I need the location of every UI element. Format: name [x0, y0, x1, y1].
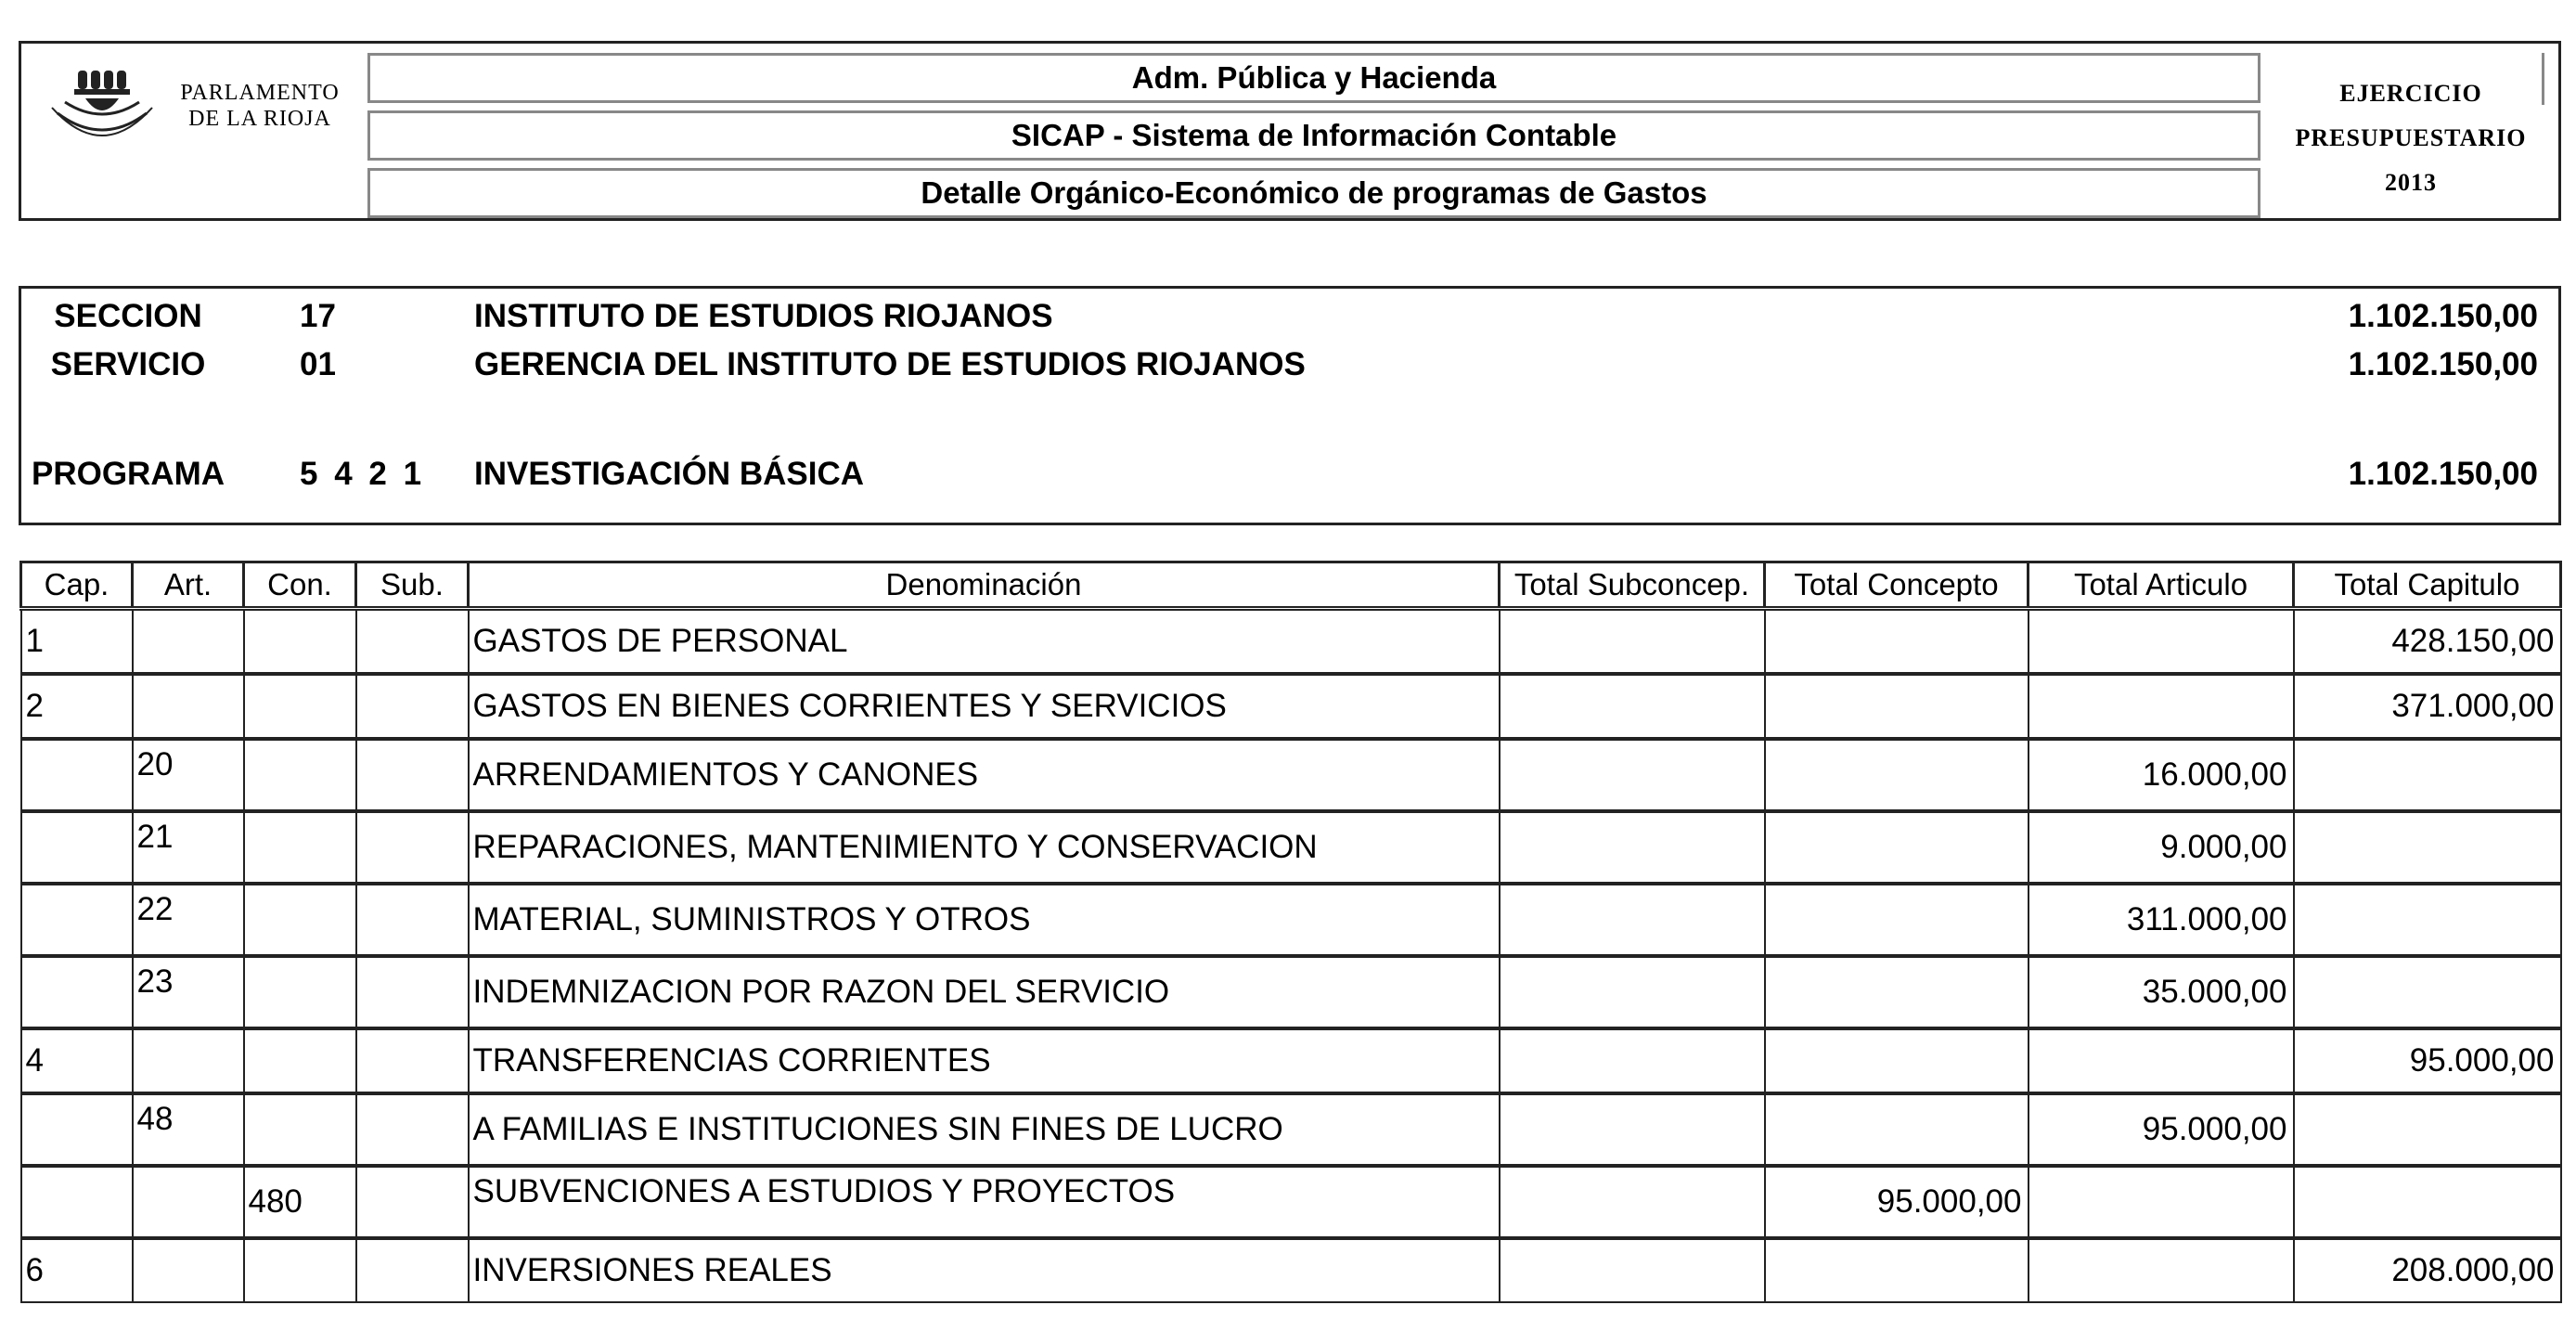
cell-cap: [21, 1093, 133, 1166]
ejercicio-block: [2272, 71, 2550, 205]
cell-total-subconcepto: [1500, 1093, 1765, 1166]
col-header-total-concepto: Total Concepto: [1765, 562, 2029, 609]
cell-total-articulo: [2029, 674, 2294, 739]
cell-sub: [356, 739, 469, 811]
cell-cap: [21, 884, 133, 956]
table-row: [21, 1093, 2561, 1166]
cell-sub: [356, 609, 469, 675]
cell-con: [244, 1028, 356, 1093]
cell-total-concepto: [1765, 674, 2029, 739]
cell-total-subconcepto: [1500, 1028, 1765, 1093]
cell-sub: [356, 956, 469, 1028]
servicio-amount: 1.102.150,00: [2348, 346, 2538, 382]
cell-total-capitulo: 208.000,00: [2294, 1238, 2561, 1302]
cell-con: [244, 956, 356, 1028]
cell-sub: [356, 1028, 469, 1093]
servicio-row: [21, 346, 2558, 393]
cell-total-concepto: [1765, 956, 2029, 1028]
parlamento-logo: [28, 61, 362, 163]
cell-sub: [356, 884, 469, 956]
cell-cap: [21, 739, 133, 811]
cell-total-concepto: [1765, 1238, 2029, 1302]
section-summary: [19, 286, 2561, 525]
programa-code: 5 4 2 1: [300, 456, 422, 492]
cell-denominacion: SUBVENCIONES A ESTUDIOS Y PROYECTOS: [469, 1166, 1500, 1238]
programa-amount: 1.102.150,00: [2348, 456, 2538, 492]
cell-denominacion: A FAMILIAS E INSTITUCIONES SIN FINES DE LUCRO: [469, 1093, 1500, 1166]
cell-art: [133, 609, 244, 675]
cell-total-subconcepto: [1500, 956, 1765, 1028]
table-row: [21, 1238, 2561, 1302]
cell-art: 20: [133, 739, 244, 811]
cell-total-concepto: [1765, 739, 2029, 811]
cell-denominacion: REPARACIONES, MANTENIMIENTO Y CONSERVACION: [469, 811, 1500, 884]
servicio-name: GERENCIA DEL INSTITUTO DE ESTUDIOS RIOJANOS: [474, 346, 1306, 382]
cell-con: [244, 1238, 356, 1302]
cell-cap: [21, 811, 133, 884]
cell-con: [244, 739, 356, 811]
col-header-total-articulo: Total Articulo: [2029, 562, 2294, 609]
table-row: [21, 739, 2561, 811]
programa-row: [21, 456, 2558, 502]
cell-art: 21: [133, 811, 244, 884]
cell-sub: [356, 1093, 469, 1166]
cell-sub: [356, 674, 469, 739]
cell-cap: [21, 1166, 133, 1238]
cell-total-subconcepto: [1500, 609, 1765, 675]
table-row: [21, 609, 2561, 675]
cell-total-concepto: [1765, 609, 2029, 675]
budget-detail-table: [19, 561, 2562, 1303]
col-header-cap: Cap.: [21, 562, 133, 609]
cell-total-capitulo: [2294, 811, 2561, 884]
cell-cap: 6: [21, 1238, 133, 1302]
table-row: [21, 1166, 2561, 1238]
cell-art: 23: [133, 956, 244, 1028]
cell-denominacion: INVERSIONES REALES: [469, 1238, 1500, 1302]
logo-text-line-2: DE LA RIOJA: [188, 107, 331, 131]
cell-art: [133, 1028, 244, 1093]
cell-total-articulo: [2029, 1028, 2294, 1093]
ejercicio-label: EJERCICIO: [2339, 80, 2482, 107]
cell-art: 22: [133, 884, 244, 956]
presupuestario-label: PRESUPUESTARIO: [2295, 124, 2527, 151]
cell-art: [133, 674, 244, 739]
cell-total-subconcepto: [1500, 1166, 1765, 1238]
cell-total-subconcepto: [1500, 674, 1765, 739]
cell-cap: 2: [21, 674, 133, 739]
cell-con: [244, 609, 356, 675]
header-line-2: SICAP - Sistema de Información Contable: [367, 110, 2260, 161]
table-header-row: [21, 562, 2561, 609]
cell-total-articulo: 95.000,00: [2029, 1093, 2294, 1166]
cell-total-articulo: 35.000,00: [2029, 956, 2294, 1028]
header-line-3: Detalle Orgánico-Económico de programas de Gastos: [367, 168, 2260, 218]
table-row: [21, 811, 2561, 884]
header-line-1: Adm. Pública y Hacienda: [367, 53, 2260, 103]
seccion-name: INSTITUTO DE ESTUDIOS RIOJANOS: [474, 298, 1053, 334]
cell-denominacion: GASTOS EN BIENES CORRIENTES Y SERVICIOS: [469, 674, 1500, 739]
cell-con: [244, 674, 356, 739]
cell-denominacion: MATERIAL, SUMINISTROS Y OTROS: [469, 884, 1500, 956]
cell-total-concepto: [1765, 1093, 2029, 1166]
cell-total-articulo: 311.000,00: [2029, 884, 2294, 956]
cell-cap: [21, 956, 133, 1028]
cell-con: [244, 811, 356, 884]
cell-sub: [356, 1238, 469, 1302]
cell-total-concepto: [1765, 884, 2029, 956]
cell-denominacion: ARRENDAMIENTOS Y CANONES: [469, 739, 1500, 811]
cell-cap: 4: [21, 1028, 133, 1093]
cell-total-articulo: 9.000,00: [2029, 811, 2294, 884]
cell-total-capitulo: [2294, 956, 2561, 1028]
cell-total-capitulo: 428.150,00: [2294, 609, 2561, 675]
cell-sub: [356, 1166, 469, 1238]
cell-total-concepto: 95.000,00: [1765, 1166, 2029, 1238]
cell-con: [244, 1093, 356, 1166]
cell-total-subconcepto: [1500, 811, 1765, 884]
table-row: [21, 674, 2561, 739]
programa-label: PROGRAMA: [31, 456, 225, 492]
cell-art: [133, 1166, 244, 1238]
cell-total-subconcepto: [1500, 739, 1765, 811]
cell-total-capitulo: 371.000,00: [2294, 674, 2561, 739]
col-header-denominacion: Denominación: [469, 562, 1500, 609]
cell-sub: [356, 811, 469, 884]
programa-name: INVESTIGACIÓN BÁSICA: [474, 456, 865, 492]
logo-text: [167, 80, 353, 132]
cell-art: [133, 1238, 244, 1302]
report-header: [19, 41, 2561, 221]
cell-total-concepto: [1765, 811, 2029, 884]
servicio-code: 01: [300, 346, 336, 382]
table-row: [21, 1028, 2561, 1093]
col-header-total-subconcepto: Total Subconcep.: [1500, 562, 1765, 609]
cell-total-capitulo: [2294, 739, 2561, 811]
cell-total-subconcepto: [1500, 884, 1765, 956]
ejercicio-year: 2013: [2385, 169, 2437, 196]
cell-total-capitulo: 95.000,00: [2294, 1028, 2561, 1093]
seccion-code: 17: [300, 298, 336, 334]
col-header-sub: Sub.: [356, 562, 469, 609]
seccion-label: SECCION: [54, 298, 202, 334]
cell-denominacion: INDEMNIZACION POR RAZON DEL SERVICIO: [469, 956, 1500, 1028]
cell-denominacion: GASTOS DE PERSONAL: [469, 609, 1500, 675]
col-header-art: Art.: [133, 562, 244, 609]
cell-total-capitulo: [2294, 884, 2561, 956]
logo-text-line-1: PARLAMENTO: [180, 81, 340, 105]
seccion-row: [21, 298, 2558, 344]
seccion-amount: 1.102.150,00: [2348, 298, 2538, 334]
cell-con: [244, 884, 356, 956]
cell-total-concepto: [1765, 1028, 2029, 1093]
cell-total-articulo: [2029, 609, 2294, 675]
col-header-con: Con.: [244, 562, 356, 609]
cell-total-capitulo: [2294, 1093, 2561, 1166]
cell-total-articulo: [2029, 1166, 2294, 1238]
cell-con: 480: [244, 1166, 356, 1238]
cell-total-articulo: 16.000,00: [2029, 739, 2294, 811]
cell-total-subconcepto: [1500, 1238, 1765, 1302]
cell-total-capitulo: [2294, 1166, 2561, 1238]
col-header-total-capitulo: Total Capitulo: [2294, 562, 2561, 609]
cell-art: 48: [133, 1093, 244, 1166]
cell-cap: 1: [21, 609, 133, 675]
table-row: [21, 884, 2561, 956]
table-row: [21, 956, 2561, 1028]
cell-total-articulo: [2029, 1238, 2294, 1302]
servicio-label: SERVICIO: [50, 346, 206, 382]
cell-denominacion: TRANSFERENCIAS CORRIENTES: [469, 1028, 1500, 1093]
parliament-emblem-icon: [48, 61, 158, 149]
